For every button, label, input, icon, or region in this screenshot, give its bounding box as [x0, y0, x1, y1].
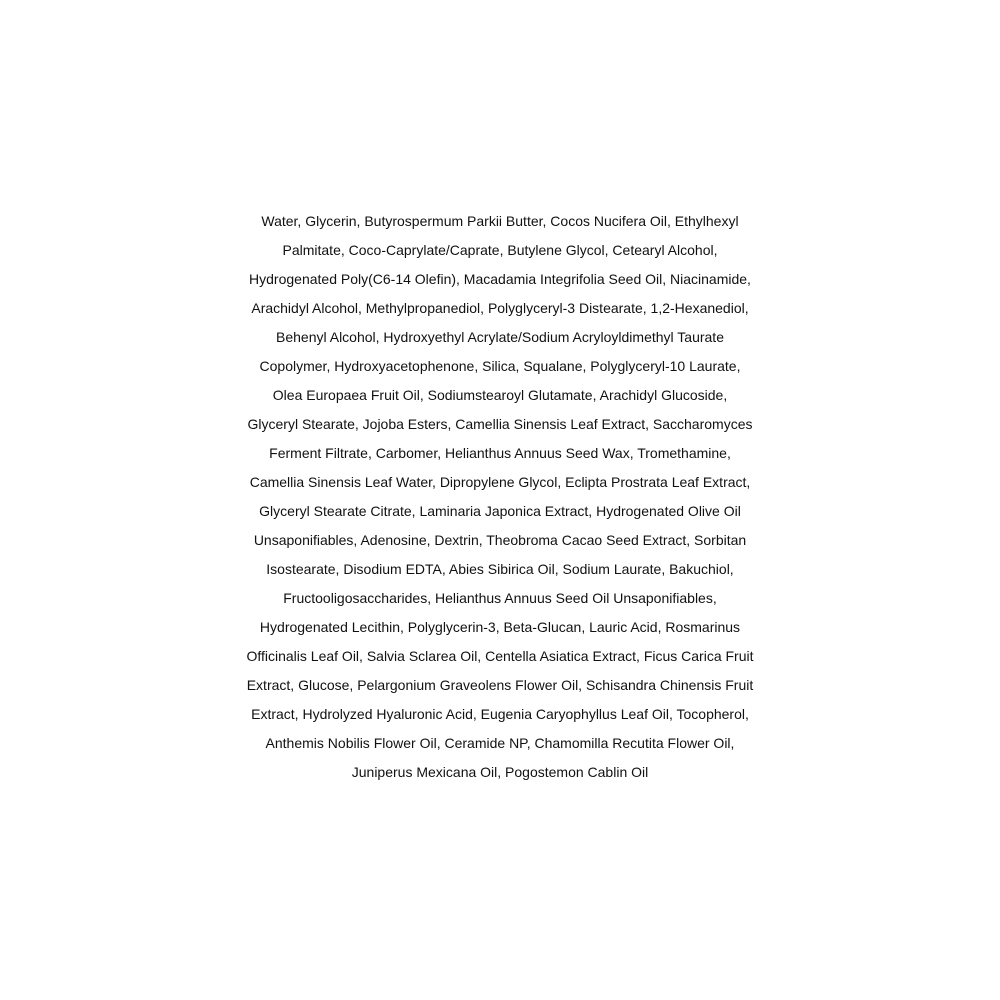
- ingredients-list: [0, 207, 1000, 787]
- ingredients-line: Ferment Filtrate, Carbomer, Helianthus Annuus Seed Wax, Tromethamine,: [269, 445, 731, 461]
- ingredients-line: Glyceryl Stearate, Jojoba Esters, Camellia Sinensis Leaf Extract, Saccharomyces: [247, 416, 753, 432]
- ingredients-line: Officinalis Leaf Oil, Salvia Sclarea Oil, Centella Asiatica Extract, Ficus Carica Fruit: [246, 648, 754, 664]
- ingredients-line: Palmitate, Coco-Caprylate/Caprate, Butylene Glycol, Cetearyl Alcohol,: [282, 242, 718, 258]
- ingredients-line: Extract, Hydrolyzed Hyaluronic Acid, Eugenia Caryophyllus Leaf Oil, Tocopherol,: [251, 706, 749, 722]
- ingredients-line: Extract, Glucose, Pelargonium Graveolens Flower Oil, Schisandra Chinensis Fruit: [246, 677, 754, 693]
- ingredients-line: Behenyl Alcohol, Hydroxyethyl Acrylate/Sodium Acryloyldimethyl Taurate: [276, 329, 724, 345]
- ingredients-line: Camellia Sinensis Leaf Water, Dipropylene Glycol, Eclipta Prostrata Leaf Extract,: [249, 474, 751, 490]
- ingredients-line: Water, Glycerin, Butyrospermum Parkii Butter, Cocos Nucifera Oil, Ethylhexyl: [261, 213, 739, 229]
- ingredients-line: Unsaponifiables, Adenosine, Dextrin, Theobroma Cacao Seed Extract, Sorbitan: [253, 532, 747, 548]
- ingredients-line: Olea Europaea Fruit Oil, Sodiumstearoyl Glutamate, Arachidyl Glucoside,: [272, 387, 728, 403]
- ingredients-line: Arachidyl Alcohol, Methylpropanediol, Polyglyceryl-3 Distearate, 1,2-Hexanediol,: [251, 300, 749, 316]
- ingredients-line: Copolymer, Hydroxyacetophenone, Silica, Squalane, Polyglyceryl-10 Laurate,: [259, 358, 741, 374]
- ingredients-line: Anthemis Nobilis Flower Oil, Ceramide NP, Chamomilla Recutita Flower Oil,: [265, 735, 735, 751]
- ingredients-line: Fructooligosaccharides, Helianthus Annuus Seed Oil Unsaponifiables,: [283, 590, 717, 606]
- ingredients-line: Hydrogenated Lecithin, Polyglycerin-3, Beta-Glucan, Lauric Acid, Rosmarinus: [259, 619, 741, 635]
- ingredients-line: Glyceryl Stearate Citrate, Laminaria Japonica Extract, Hydrogenated Olive Oil: [259, 503, 741, 519]
- ingredients-line: Juniperus Mexicana Oil, Pogostemon Cablin Oil: [351, 764, 649, 780]
- ingredients-line: Hydrogenated Poly(C6-14 Olefin), Macadamia Integrifolia Seed Oil, Niacinamide,: [249, 271, 751, 287]
- ingredients-line: Isostearate, Disodium EDTA, Abies Sibirica Oil, Sodium Laurate, Bakuchiol,: [266, 561, 734, 577]
